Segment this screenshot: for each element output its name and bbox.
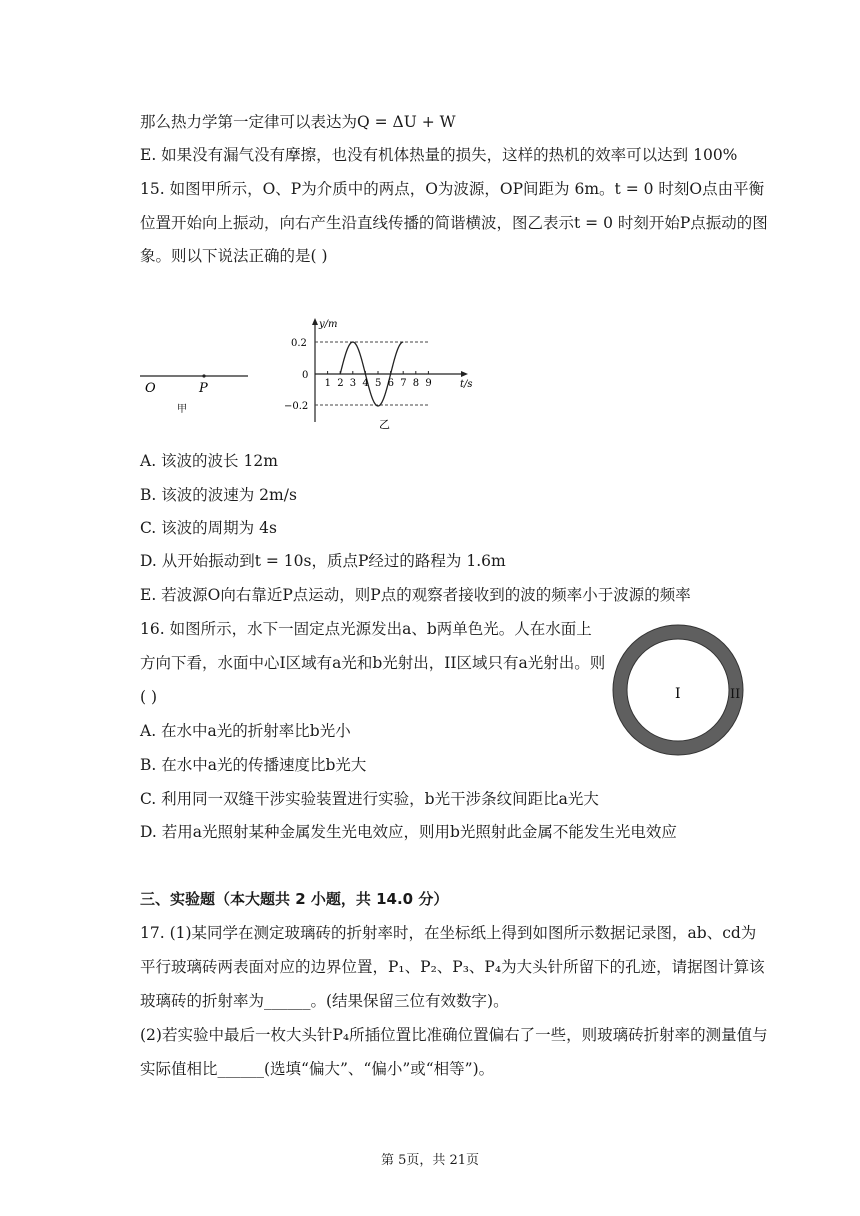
x-tick-label: 9 — [425, 378, 432, 389]
option-16-c: C. 利用同一双缝干涉实验装置进行实验，b光干涉条纹间距比a光大 — [140, 790, 599, 808]
question-16-line-3: ( ) — [140, 688, 158, 706]
x-tick-label: 2 — [337, 378, 344, 389]
question-15-line-1: 15. 如图甲所示，O、P为介质中的两点，O为波源，OP间距为 6m。t = 0 时刻O点由平衡 — [140, 180, 765, 198]
figure-ring — [604, 614, 754, 764]
option-15-d: D. 从开始振动到t = 10s，质点P经过的路程为 1.6m — [140, 552, 506, 570]
point-p-label: P — [199, 381, 208, 396]
question-17-line-5: 实际值相比______(选填“偏大”、“偏小”或“相等”)。 — [140, 1060, 495, 1078]
question-15-line-2: 位置开始向上振动，向右产生沿直线传播的简谐横波，图乙表示t = 0 时刻开始P点振动的图 — [140, 214, 768, 232]
y-tick-label-bottom: −0.2 — [284, 401, 309, 412]
x-axis-label: t/s — [460, 379, 473, 390]
option-16-d: D. 若用a光照射某种金属发生光电效应，则用b光照射此金属不能发生光电效应 — [140, 823, 677, 841]
question-17-line-1: 17. (1)某同学在测定玻璃砖的折射率时，在坐标纸上得到如图所示数据记录图，ab、cd为 — [140, 924, 757, 942]
question-16-line-2: 方向下看，水面中心I区域有a光和b光射出，II区域只有a光射出。则 — [140, 654, 606, 672]
figure-yi — [278, 312, 488, 432]
question-17-line-4: (2)若实验中最后一枚大头针P₄所插位置比准确位置偏右了一些，则玻璃砖折射率的测量值与 — [140, 1026, 768, 1044]
option-15-a: A. 该波的波长 12m — [140, 452, 278, 470]
x-tick-label: 1 — [324, 378, 331, 389]
region-ii-label: II — [730, 687, 741, 702]
x-tick-label: 3 — [349, 378, 357, 389]
question-15-line-3: 象。则以下说法正确的是( ) — [140, 247, 328, 265]
question-17-line-2: 平行玻璃砖两表面对应的边界位置，P₁、P₂、P₃、P₄为大头针所留下的孔迹，请据图计算该 — [140, 958, 765, 976]
figure-jia — [136, 360, 256, 420]
text-line-2: E. 如果没有漏气没有摩擦，也没有机体热量的损失，这样的热机的效率可以达到 100% — [140, 146, 738, 164]
x-tick-label: 6 — [387, 378, 394, 389]
figure-yi-caption: 乙 — [379, 418, 390, 431]
region-i-label: I — [675, 686, 681, 702]
option-16-b: B. 在水中a光的传播速度比b光大 — [140, 756, 367, 774]
option-15-c: C. 该波的周期为 4s — [140, 519, 277, 537]
option-15-e: E. 若波源O向右靠近P点运动，则P点的观察者接收到的波的频率小于波源的频率 — [140, 586, 691, 604]
x-tick-label: 8 — [412, 378, 420, 389]
x-axis-arrow — [461, 371, 468, 377]
section-3-heading: 三、实验题（本大题共 2 小题，共 14.0 分） — [140, 890, 449, 908]
x-tick-label: 7 — [400, 378, 407, 389]
question-17-line-3: 玻璃砖的折射率为______。(结果保留三位有效数字)。 — [140, 992, 509, 1010]
y-tick-label-zero: 0 — [302, 370, 309, 381]
y-tick-label-top: 0.2 — [291, 338, 307, 349]
option-16-a: A. 在水中a光的折射率比b光小 — [140, 722, 351, 740]
point-o-label: O — [145, 381, 156, 396]
option-15-b: B. 该波的波速为 2m/s — [140, 486, 297, 504]
y-axis-label: y/m — [319, 319, 338, 330]
x-tick-labels — [325, 378, 432, 389]
question-16-line-1: 16. 如图所示，水下一固定点光源发出a、b两单色光。人在水面上 — [140, 620, 592, 638]
text-line-1: 那么热力学第一定律可以表达为Q = ΔU + W — [140, 113, 456, 131]
figure-jia-caption: 甲 — [177, 404, 187, 415]
y-axis-arrow — [312, 318, 318, 325]
page-footer: 第 5页，共 21页 — [380, 1153, 480, 1168]
x-tick-label: 4 — [362, 378, 369, 389]
x-tick-label: 5 — [375, 378, 382, 389]
point-p-dot — [202, 374, 205, 377]
